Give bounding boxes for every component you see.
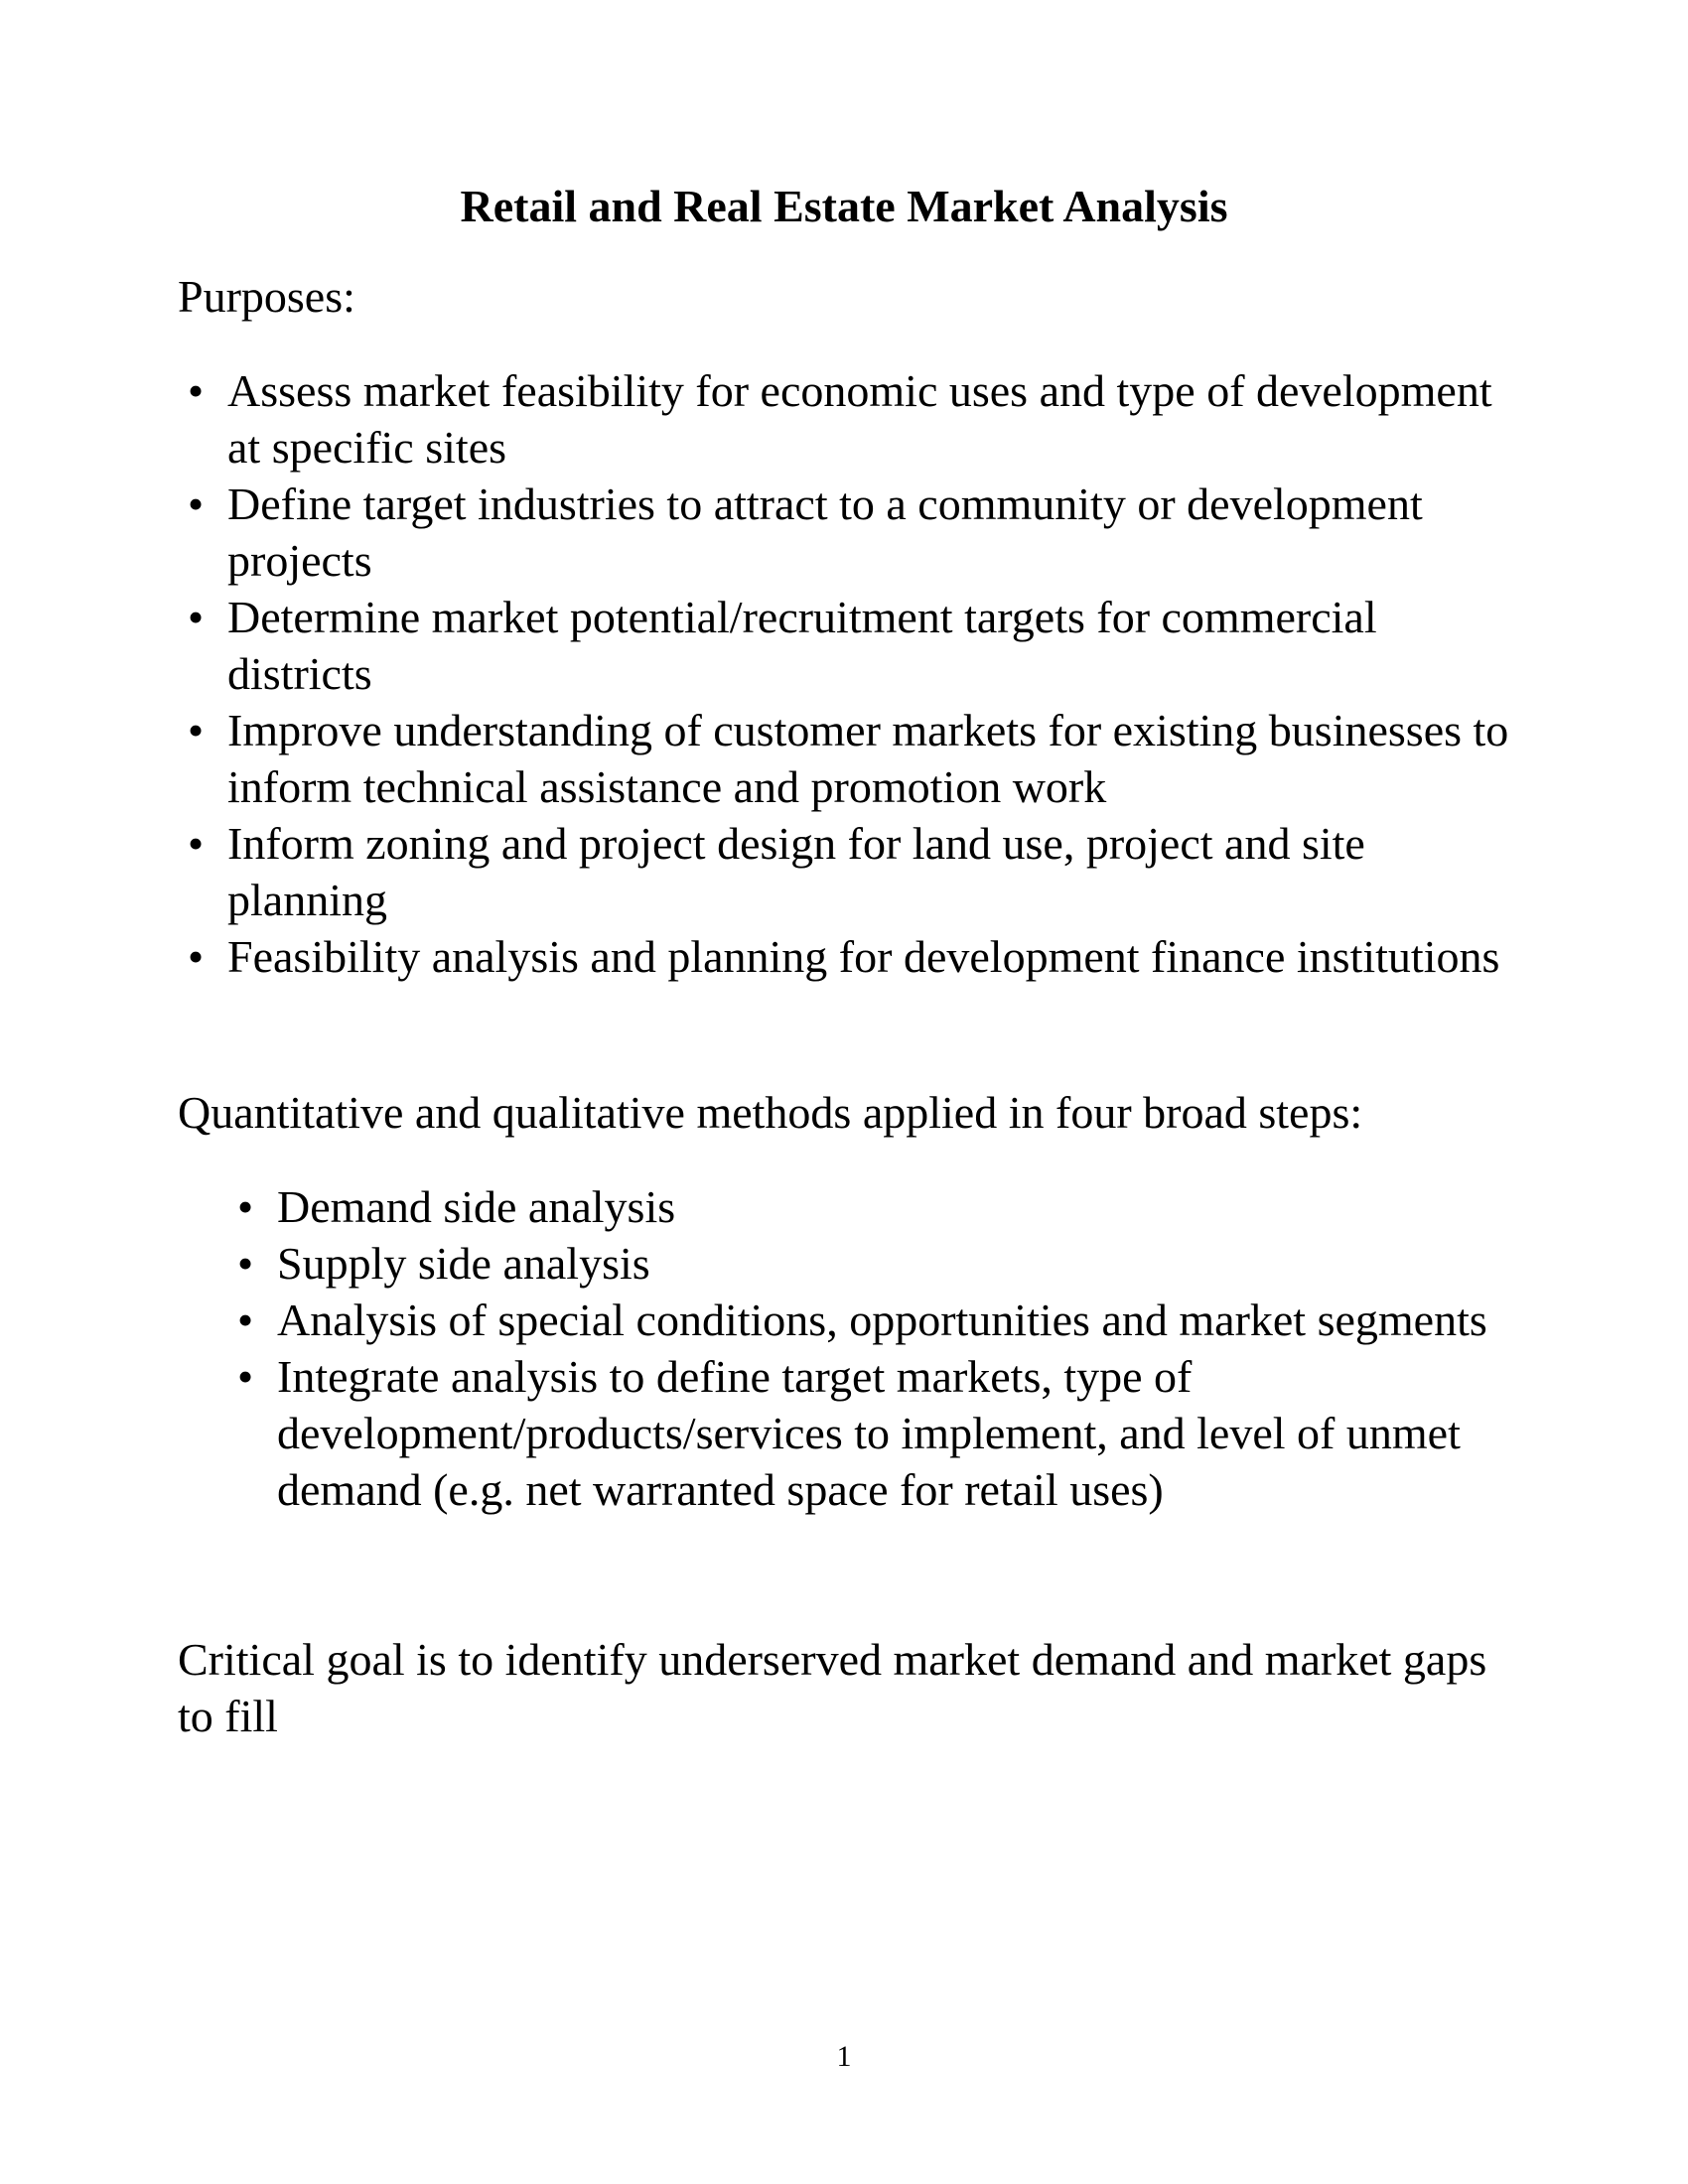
list-item bbox=[236, 1235, 1518, 1292]
step-text: Demand side analysis bbox=[277, 1181, 676, 1232]
document-title: Retail and Real Estate Market Analysis bbox=[460, 181, 1228, 231]
bullet-icon: • bbox=[187, 705, 205, 755]
page-number: 1 bbox=[836, 2040, 852, 2073]
bullet-icon: • bbox=[187, 478, 205, 529]
list-item bbox=[236, 1348, 1518, 1518]
purpose-text: Improve understanding of customer markets for existing businesses to inform technical assistance and promotion work bbox=[227, 705, 1509, 812]
list-item bbox=[187, 589, 1518, 702]
step-text: Supply side analysis bbox=[277, 1238, 650, 1289]
step-text: Analysis of special conditions, opportunities and market segments bbox=[277, 1295, 1487, 1345]
list-item bbox=[187, 928, 1518, 985]
bullet-icon: • bbox=[236, 1295, 254, 1345]
methods-heading: Quantitative and qualitative methods applied in four broad steps: bbox=[178, 1087, 1363, 1138]
list-item bbox=[187, 362, 1518, 476]
list-item bbox=[236, 1292, 1518, 1348]
bullet-icon: • bbox=[236, 1181, 254, 1232]
list-item bbox=[236, 1178, 1518, 1235]
closing-statement: Critical goal is to identify underserved market demand and market gaps to fill bbox=[178, 1634, 1487, 1741]
bullet-icon: • bbox=[187, 365, 205, 416]
purpose-text: Inform zoning and project design for land use, project and site planning bbox=[227, 818, 1365, 925]
purpose-text: Define target industries to attract to a community or development projects bbox=[227, 478, 1423, 586]
bullet-icon: • bbox=[236, 1238, 254, 1289]
bullet-icon: • bbox=[236, 1351, 254, 1402]
bullet-icon: • bbox=[187, 818, 205, 869]
purpose-text: Assess market feasibility for economic uses and type of development at specific sites bbox=[227, 365, 1492, 473]
purpose-text: Feasibility analysis and planning for development finance institutions bbox=[227, 931, 1500, 982]
purposes-heading: Purposes: bbox=[178, 271, 355, 322]
steps-list bbox=[236, 1178, 1518, 1518]
list-item bbox=[187, 702, 1518, 815]
list-item bbox=[187, 476, 1518, 589]
bullet-icon: • bbox=[187, 931, 205, 982]
purpose-text: Determine market potential/recruitment targets for commercial districts bbox=[227, 592, 1377, 699]
bullet-icon: • bbox=[187, 592, 205, 642]
purposes-list bbox=[187, 362, 1518, 985]
step-text: Integrate analysis to define target markets, type of development/products/services to implement, and level of unmet demand (e.g. net warranted space for retail uses) bbox=[277, 1351, 1461, 1515]
list-item bbox=[187, 815, 1518, 928]
